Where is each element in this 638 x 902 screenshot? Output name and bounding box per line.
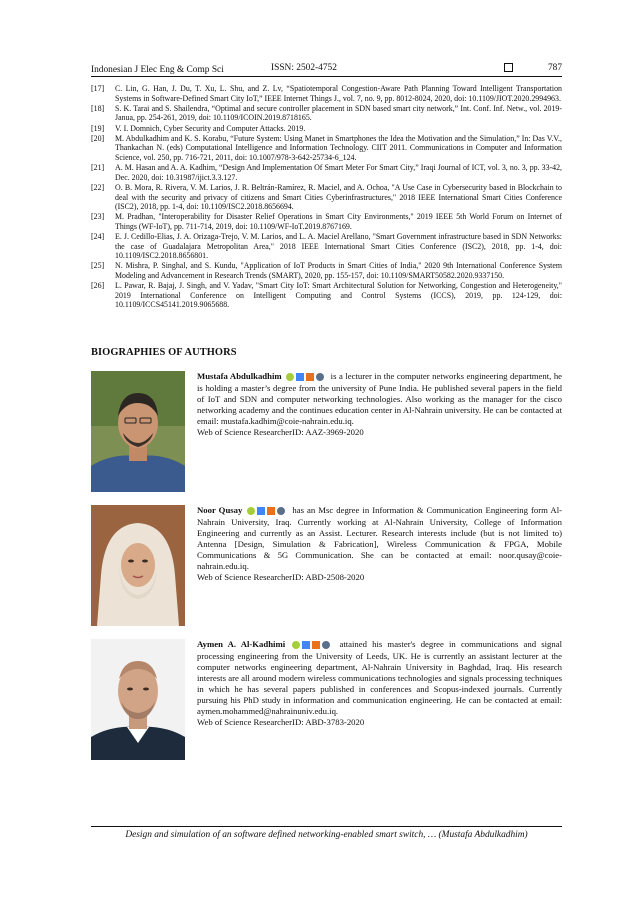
- author-bio-text: [197, 371, 562, 438]
- reference-list: [91, 84, 562, 311]
- author-description: is a lecturer in the computer networks engineering department, he is holding a master’s degree from the university of Pune India. He published several papers in the field of IoT and SDN and computer networking technologies. Also working as the manager for the cisco networking academy and the continues education center in Al-Nahrain university. He can be contacted at email: mustafa.kadhim@coie-nahrain.edu.iq.: [197, 371, 563, 426]
- reference-number: [21]: [91, 163, 105, 173]
- reference-number: [17]: [91, 84, 105, 93]
- reference-item: [91, 84, 562, 103]
- author-name: Mustafa Abdulkadhim: [197, 371, 282, 381]
- page-header: [91, 59, 562, 75]
- reference-number: [18]: [91, 103, 105, 113]
- reference-text: V. I. Domnich, Cyber Security and Computer Attacks. 2019.: [115, 123, 306, 133]
- reference-item: [91, 104, 562, 123]
- reference-item: [91, 232, 562, 261]
- author-description: attained his master's degree in communications and signal processing engineering from the University of Leeds, UK. He is currently an assistant lecturer at the computer networks engineering department, Al-Nahrain University in Baghdad, Iraq. His research interests are all around modern wireless communications technologies and signals processing techniques in which he has several papers published in conferences and Scopus-indexed journals. Currently pursuing his PhD study in information and communication engineering. He can be contacted at email: aymen.mohammed@nahrainuniv.edu.iq.: [197, 639, 562, 717]
- reference-number: [23]: [91, 212, 105, 222]
- author-name: Noor Qusay: [197, 505, 243, 515]
- reference-text: C. Lin, G. Han, J. Du, T. Xu, L. Shu, and Z. Lv, “Spatiotemporal Congestion-Aware Path Planning Toward Intelligent Transportation Systems in Software-Defined Smart City IoT,” IEEE Internet Things J., vol. 7, no. 9, pp. 8012-8024, 2020, doi: 10.1109/JIOT.2020.2994963.: [115, 84, 562, 103]
- reference-text: M. Abdulkadhim and K. S. Korabu, “Future System: Using Manet in Smartphones the Idea the Motivation and the Simulation,” In: Das V.V., Thankachan N. (eds) Computational Intelligence and Information Technology. CIIT 2011. Communications in Computer and Information Science, vol. 250, pp. 716-721, 2011, doi: 10.1007/978-3-642-25734-6_124.: [115, 133, 562, 162]
- scopus-icon[interactable]: [312, 641, 320, 649]
- profile-icons: [292, 639, 332, 650]
- researcher-id: Web of Science ResearcherID: ABD-2508-2020: [197, 572, 365, 583]
- profile-icons: [247, 505, 287, 516]
- author-photo: [91, 505, 185, 626]
- google-scholar-icon[interactable]: [257, 507, 265, 515]
- publons-icon[interactable]: [316, 373, 324, 381]
- author-bio-text: [197, 505, 562, 583]
- checkbox-icon: [504, 63, 513, 72]
- author-name: Aymen A. Al-Kadhimi: [197, 639, 286, 649]
- page-number: 787: [547, 63, 562, 73]
- reference-text: A. M. Hasan and A. A. Kadhim, “Design And Implementation Of Smart Meter For Smart City,” Iraqi Journal of ICT, vol. 3, no. 3, pp. 33-42, Dec. 2020, doi: 10.31987/ijict.3.3.127.: [115, 163, 562, 182]
- reference-text: N. Mishra, P. Singhal, and S. Kundu, "Application of IoT Products in Smart Cities of India," 2020 9th International Conference System Modeling and Advancement in Research Trends (SMART), 2020, pp. 155-157, doi: 10.1109/SMART50582.2020.9337150.: [115, 261, 562, 281]
- reference-item: [91, 281, 562, 310]
- reference-text: O. B. Mora, R. Rivera, V. M. Larios, J. R. Beltrán-Ramírez, R. Maciel, and A. Ochoa, "A Use Case in Cybersecurity based in Blockchain to deal with the security and privacy of citizens and Smart Cities Cyberinfrastructures," 2018 IEEE International Smart Cities Conference (ISC2), 2018, pp. 1-4, doi: 10.1109/ISC2.2018.8656694.: [115, 182, 562, 212]
- orcid-icon[interactable]: [286, 373, 294, 381]
- author-bio-text: [197, 639, 562, 728]
- footer-rule: [91, 826, 562, 827]
- reference-number: [24]: [91, 232, 105, 242]
- reference-number: [20]: [91, 133, 105, 143]
- reference-number: [22]: [91, 182, 105, 192]
- author-photo: [91, 371, 185, 492]
- orcid-icon[interactable]: [292, 641, 300, 649]
- orcid-icon[interactable]: [247, 507, 255, 515]
- author-photo: [91, 639, 185, 760]
- page-footer: Design and simulation of an software defined networking-enabled smart switch, … (Mustafa Abdulkadhim): [125, 830, 528, 840]
- researcher-id: Web of Science ResearcherID: ABD-3783-2020: [197, 717, 365, 728]
- reference-item: [91, 212, 562, 231]
- section-title: BIOGRAPHIES OF AUTHORS: [91, 347, 237, 358]
- reference-item: [91, 134, 562, 163]
- reference-number: [25]: [91, 261, 105, 271]
- journal-name: Indonesian J Elec Eng & Comp Sci: [91, 65, 224, 75]
- scopus-icon[interactable]: [267, 507, 275, 515]
- reference-text: L. Pawar, R. Bajaj, J. Singh, and V. Yadav, "Smart City IoT: Smart Architectural Solution for Networking, Congestion and Heterogeneity," 2019 International Conference on Intelligent Computing and Control Systems (ICCS), 2019, pp. 124-129, doi: 10.1109/ICCS45141.2019.9065688.: [115, 281, 562, 310]
- reference-item: [91, 261, 562, 280]
- reference-item: [91, 124, 562, 134]
- google-scholar-icon[interactable]: [296, 373, 304, 381]
- reference-number: [19]: [91, 123, 105, 133]
- issn: ISSN: 2502-4752: [271, 63, 337, 73]
- reference-item: [91, 163, 562, 182]
- researcher-id: Web of Science ResearcherID: AAZ-3969-2020: [197, 426, 364, 437]
- profile-icons: [286, 371, 326, 382]
- reference-text: E. J. Cedillo-Elias, J. A. Orizaga-Trejo, V. M. Larios, and L. A. Maciel Arellano, "Smart Government infrastructure based in SDN Networks: the case of Guadalajara Metropolitan Area," 2018 IEEE International Smart Cities Conference (ISC2), 2018, pp. 1-4, doi: 10.1109/ISC2.2018.8656801.: [115, 232, 562, 261]
- author-description: has an Msc degree in Information & Communication Engineering form Al-Nahrain University, Iraq. Currently working at Al-Nahrain University, College of Information Engineering and currently as an Assist. Lecturer. Research interests include (but is not limited to) Antenna [Design, Simulation & Fabrication], Wireless Communication & FPGA, Mobile Communications & 5G Communication. She can be contacted at email: noor.qusay@coie-nahrain.edu.iq.: [197, 505, 563, 571]
- reference-item: [91, 183, 562, 212]
- reference-text: M. Pradhan, "Interoperability for Disaster Relief Operations in Smart City Environments," 2019 IEEE 5th World Forum on Internet of Things (WF-IoT), pp. 711-714, 2019, doi: 10.1109/WF-IoT.2019.8767169.: [115, 212, 562, 231]
- reference-number: [26]: [91, 281, 105, 291]
- scopus-icon[interactable]: [306, 373, 314, 381]
- reference-text: S. K. Tarai and S. Shailendra, “Optimal and secure controller placement in SDN based smart city network,” Int. Conf. Inf. Netw., vol. 2019-Janua, pp. 254-261, 2019, doi: 10.1109/ICOIN.2019.8718165.: [115, 103, 562, 123]
- publons-icon[interactable]: [322, 641, 330, 649]
- header-rule: [91, 76, 562, 77]
- publons-icon[interactable]: [277, 507, 285, 515]
- google-scholar-icon[interactable]: [302, 641, 310, 649]
